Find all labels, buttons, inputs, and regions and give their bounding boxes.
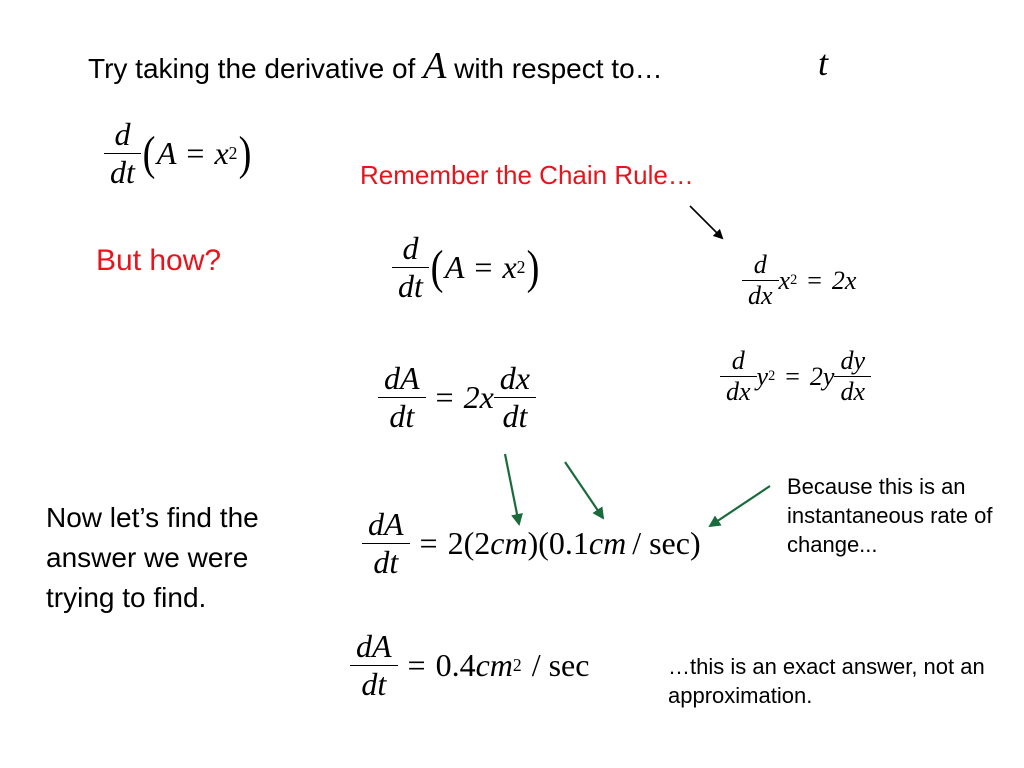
fraction-numerator: d: [731, 346, 745, 375]
chain-rule-arrow: [690, 206, 722, 238]
equals-sign: =: [407, 647, 426, 683]
fraction-numerator: dy: [840, 346, 866, 375]
fraction-denominator: dx: [720, 376, 757, 407]
fraction-denominator: dt: [494, 397, 536, 435]
unit-cm: cm: [588, 525, 627, 561]
coefficient-2x: 2x: [463, 379, 494, 415]
var-a: A: [156, 135, 177, 171]
var-y: y: [756, 361, 769, 391]
fraction-denominator: dx: [742, 280, 779, 311]
fraction-numerator: dA: [356, 628, 392, 664]
open-paren: (: [142, 127, 156, 180]
fraction-denominator: dt: [392, 267, 429, 305]
result-2x: 2x: [831, 265, 857, 295]
fraction-denominator: dt: [362, 543, 410, 581]
fraction-numerator: dA: [368, 506, 404, 542]
var-x: x: [214, 135, 229, 171]
var-x: x: [778, 265, 791, 295]
exponent: 2: [768, 368, 776, 384]
title-text: Try taking the derivative of: [88, 53, 416, 84]
close-paren: ): [527, 241, 540, 294]
unit-per-sec: / sec: [531, 647, 590, 683]
arrow-2x-to-substitution: [505, 454, 519, 524]
but-how-text: But how?: [96, 244, 222, 277]
arrow-note-to-rate: [710, 486, 770, 526]
value-0-1: )(0.1: [527, 525, 589, 561]
remember-chain-rule-text: Remember the Chain Rule…: [360, 160, 694, 190]
instantaneous-rate-note: Because this is an instantaneous rate of change...: [787, 474, 993, 557]
open-paren: (: [430, 241, 444, 294]
fraction-numerator: d: [753, 250, 767, 279]
now-find-answer-text: Now let’s find the answer we were trying to find.: [46, 502, 259, 613]
value-0-4: 0.4: [435, 647, 476, 683]
equals-sign: =: [474, 249, 493, 285]
arrow-dxdt-to-substitution: [565, 462, 603, 518]
fraction-denominator: dt: [378, 397, 426, 435]
equals-sign: =: [419, 525, 438, 561]
fraction-numerator: d: [114, 116, 131, 152]
exact-answer-note: …this is an exact answer, not an approximation.: [668, 654, 985, 708]
unit-cm: cm: [490, 525, 528, 561]
var-a: A: [444, 249, 465, 285]
exponent: 2: [790, 272, 798, 288]
unit-cm: cm: [475, 647, 513, 683]
exponent: 2: [512, 655, 522, 675]
fraction-numerator: d: [402, 230, 419, 266]
exponent: 2: [516, 257, 526, 277]
value-2-times-2: 2(2: [447, 525, 491, 561]
fraction-numerator: dA: [384, 360, 420, 396]
fraction-denominator: dt: [350, 665, 398, 703]
fraction-denominator: dt: [104, 153, 141, 191]
equals-sign: =: [785, 361, 800, 391]
close-paren: ): [239, 127, 252, 180]
equals-sign: =: [186, 135, 205, 171]
fraction-numerator: dx: [499, 360, 530, 396]
var-x: x: [502, 249, 517, 285]
unit-per-sec: / sec): [632, 525, 701, 561]
equals-sign: =: [435, 379, 454, 415]
exponent: 2: [228, 143, 238, 163]
title-var-a: A: [423, 45, 447, 87]
title-with-text: with respect to…: [454, 53, 663, 84]
equals-sign: =: [807, 265, 822, 295]
result-2y: 2y: [809, 361, 835, 391]
title-var-t: t: [818, 43, 829, 83]
fraction-denominator: dx: [834, 376, 871, 407]
